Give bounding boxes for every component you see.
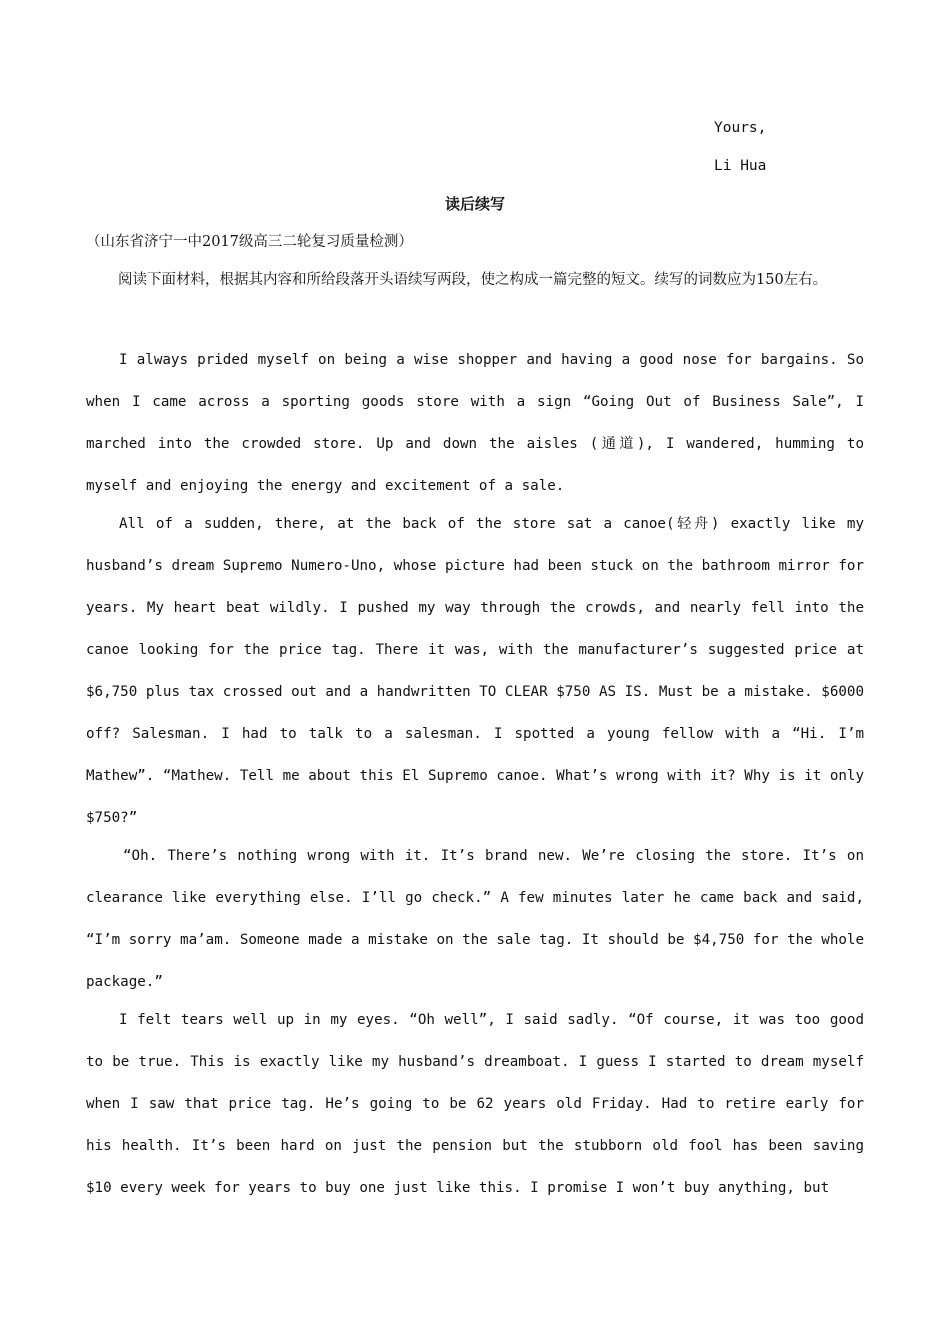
story-paragraph-4: I felt tears well up in my eyes. “Oh well”, I said sadly. “Of course, it was too good to be true. This is exactly like my husband’s dreamboat. I guess I started to dream myself when I saw that price tag. He’s going to be 62 years old Friday. Had to retire early for his health. It’s been hard on just the pension but the stubborn old fool has been saving $10 every week for years to buy one just like this. I promise I won’t buy anything, but: [86, 1012, 864, 1196]
task-instructions: 阅读下面材料，根据其内容和所给段落开头语续写两段，使之构成一篇完整的短文。续写的词数应为150左右。: [118, 272, 828, 288]
letter-closing: Yours,: [714, 120, 767, 136]
story-paragraph-2: All of a sudden, there, at the back of the store sat a canoe(轻舟) exactly like my husband’s dream Supremo Numero-Uno, whose picture had been stuck on the bathroom mirror for years. My heart beat wildly. I pushed my way through the crowds, and nearly fell into the canoe looking for the price tag. There it was, with the manufacturer’s suggested price at $6,750 plus tax crossed out and a handwritten TO CLEAR $750 AS IS. Must be a mistake. $6000 off? Salesman. I had to talk to a salesman. I spotted a young fellow with a “Hi. I’m Mathew”. “Mathew. Tell me about this El Supremo canoe. What’s wrong with it? Why is it only $750?”: [86, 516, 864, 826]
story-paragraph-1: I always prided myself on being a wise shopper and having a good nose for bargains. So when I came across a sporting goods store with a sign “Going Out of Business Sale”, I marched into the crowded store. Up and down the aisles (通道), I wandered, humming to myself and enjoying the energy and excitement of a sale.: [86, 352, 864, 494]
exam-source: （山东省济宁一中2017级高三二轮复习质量检测）: [86, 234, 413, 250]
letter-signature: Li Hua: [714, 158, 767, 174]
story-paragraph-3: “Oh. There’s nothing wrong with it. It’s brand new. We’re closing the store. It’s on clearance like everything else. I’ll go check.” A few minutes later he came back and said, “I’m sorry ma’am. Someone made a mistake on the sale tag. It should be $4,750 for the whole package.”: [86, 848, 864, 990]
section-title: 读后续写: [444, 195, 505, 213]
